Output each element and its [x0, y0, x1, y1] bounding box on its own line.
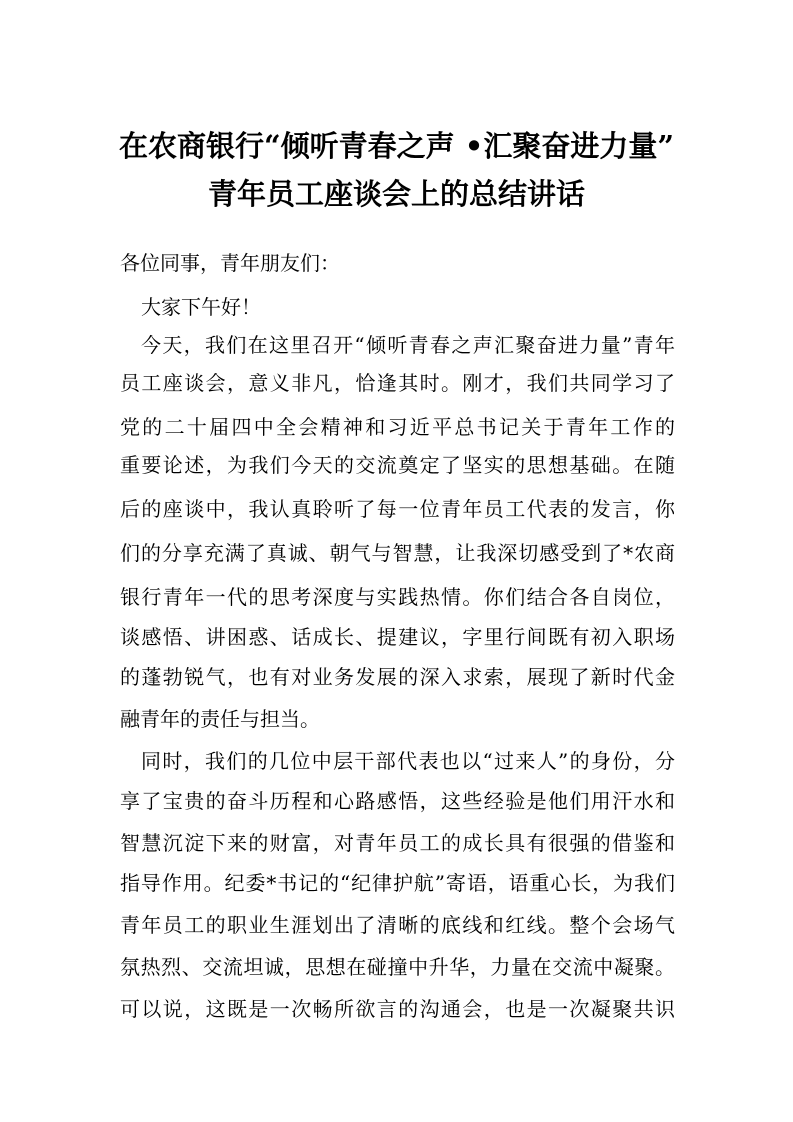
paragraph-1-line: 后的座谈中，我认真聆听了每一位青年员工代表的发言，你 [120, 497, 675, 521]
paragraph-1-line: 融青年的责任与担当。 [120, 707, 320, 731]
paragraph-1-line: 党的二十届四中全会精神和习近平总书记关于青年工作的 [120, 415, 675, 439]
document-title-line-1: 在农商银行“倾听青春之声 •汇聚奋进力量” [119, 129, 674, 163]
paragraph-2-line: 可以说，这既是一次畅所欲言的沟通会，也是一次凝聚共识 [120, 997, 675, 1021]
paragraph-1-line: 们的分享充满了真诚、朝气与智慧，让我深切感受到了*农商 [120, 541, 675, 565]
paragraph-1-line: 今天，我们在这里召开“倾听青春之声汇聚奋进力量”青年 [141, 333, 675, 357]
paragraph-2-line: 指导作用。纪委*书记的“纪律护航”寄语，语重心长，为我们 [120, 871, 675, 895]
paragraph-2-line: 青年员工的职业生涯划出了清晰的底线和红线。整个会场气 [120, 913, 675, 937]
paragraph-2-line: 氛热烈、交流坦诚，思想在碰撞中升华，力量在交流中凝聚。 [120, 955, 675, 979]
paragraph-2-line: 智慧沉淀下来的财富，对青年员工的成长具有很强的借鉴和 [120, 831, 675, 855]
paragraph-2-line: 同时，我们的几位中层干部代表也以“过来人”的身份，分 [141, 749, 675, 773]
paragraph-1-line: 谈感悟、讲困惑、话成长、提建议，字里行间既有初入职场 [120, 625, 675, 649]
paragraph-1-line: 员工座谈会，意义非凡，恰逢其时。刚才，我们共同学习了 [120, 371, 675, 395]
paragraph-1-line: 的蓬勃锐气，也有对业务发展的深入求索，展现了新时代金 [120, 665, 675, 689]
greeting: 大家下午好！ [141, 295, 261, 319]
salutation: 各位同事，青年朋友们： [120, 251, 340, 275]
paragraph-1-line: 银行青年一代的思考深度与实践热情。你们结合各自岗位， [120, 585, 675, 609]
paragraph-2-line: 享了宝贵的奋斗历程和心路感悟，这些经验是他们用汗水和 [120, 789, 675, 813]
paragraph-1-line: 重要论述，为我们今天的交流奠定了坚实的思想基础。在随 [120, 453, 675, 477]
document-title-line-2: 青年员工座谈会上的总结讲话 [207, 177, 585, 211]
